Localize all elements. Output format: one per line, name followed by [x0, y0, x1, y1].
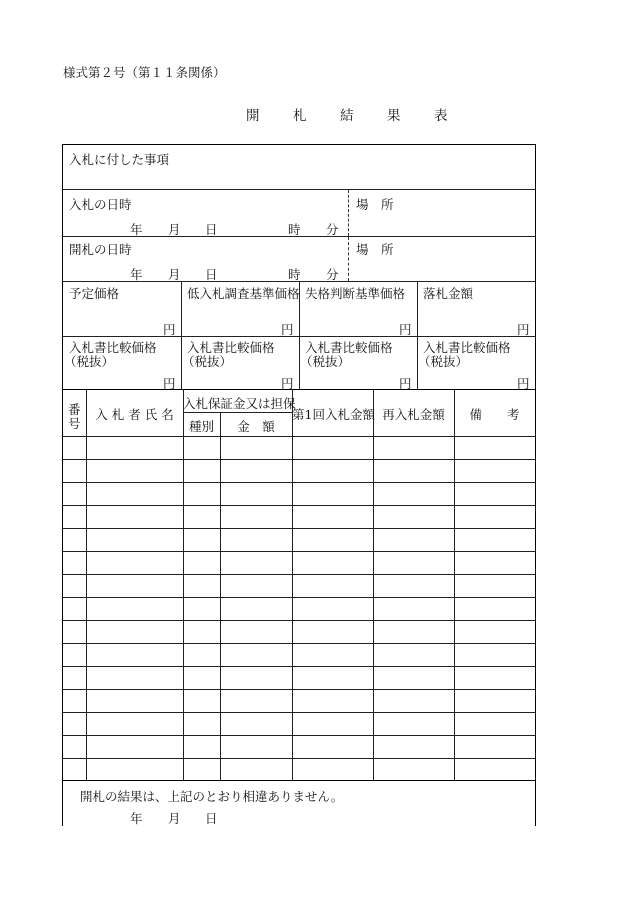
comparison-price-3-unit: 円 — [399, 376, 412, 391]
open-hour-unit: 時 — [288, 267, 301, 282]
page-title: 開 札 結 果 表 — [246, 108, 458, 124]
planned-price-unit: 円 — [163, 322, 176, 337]
footer-statement: 開札の結果は、上記のとおり相違ありません。 — [80, 789, 344, 804]
comparison-price-1-unit: 円 — [163, 376, 176, 391]
comparison-price-2-sub: （税抜） — [182, 354, 233, 369]
disqualification-price-label: 失格判断基準価格 — [305, 286, 406, 301]
comparison-price-4-unit: 円 — [517, 376, 530, 391]
comparison-price-3-label: 入札書比較価格 — [305, 340, 393, 355]
form-number: 様式第２号（第１１条関係） — [63, 65, 226, 80]
winning-bid-amount-unit: 円 — [517, 322, 530, 337]
open-year-unit: 年 — [130, 267, 143, 282]
comparison-price-1-label: 入札書比較価格 — [69, 340, 157, 355]
bid-place-label: 場 所 — [356, 197, 394, 212]
header-remarks: 備 考 — [469, 407, 520, 422]
low-bid-standard-price-unit: 円 — [281, 322, 294, 337]
comparison-price-1-sub: （税抜） — [64, 354, 115, 369]
footer-day-unit: 日 — [205, 811, 218, 826]
low-bid-standard-price-label: 低入札調査基準価格 — [187, 286, 300, 301]
header-rebid: 再入札金額 — [382, 407, 445, 422]
open-minute-unit: 分 — [326, 267, 339, 282]
open-datetime-label: 開札の日時 — [69, 242, 132, 257]
header-first-bid: 第1回入札金額 — [292, 407, 375, 422]
comparison-price-2-unit: 円 — [281, 376, 294, 391]
open-place-label: 場 所 — [356, 242, 394, 257]
comparison-price-3-sub: （税抜） — [300, 354, 351, 369]
bid-month-unit: 月 — [168, 222, 181, 237]
header-bidder-name: 入 札 者 氏 名 — [95, 407, 174, 422]
open-day-unit: 日 — [205, 267, 218, 282]
header-deposit: 入札保証金又は担保 — [183, 396, 296, 411]
header-number-top: 番 — [68, 402, 81, 417]
bid-minute-unit: 分 — [326, 222, 339, 237]
subject-label: 入札に付した事項 — [69, 152, 170, 167]
bid-datetime-label: 入札の日時 — [69, 197, 132, 212]
planned-price-label: 予定価格 — [69, 286, 120, 301]
header-deposit-type: 種別 — [188, 419, 214, 434]
subject-field[interactable] — [63, 166, 535, 188]
comparison-price-4-sub: （税抜） — [418, 354, 469, 369]
bid-day-unit: 日 — [205, 222, 218, 237]
open-month-unit: 月 — [168, 267, 181, 282]
disqualification-price-unit: 円 — [399, 322, 412, 337]
bid-hour-unit: 時 — [288, 222, 301, 237]
comparison-price-4-label: 入札書比較価格 — [423, 340, 511, 355]
winning-bid-amount-label: 落札金額 — [423, 286, 474, 301]
footer-year-unit: 年 — [130, 811, 143, 826]
header-number-bottom: 号 — [68, 416, 81, 431]
footer-month-unit: 月 — [168, 811, 181, 826]
comparison-price-2-label: 入札書比較価格 — [187, 340, 275, 355]
header-deposit-amount: 金 額 — [237, 419, 275, 434]
bid-year-unit: 年 — [130, 222, 143, 237]
